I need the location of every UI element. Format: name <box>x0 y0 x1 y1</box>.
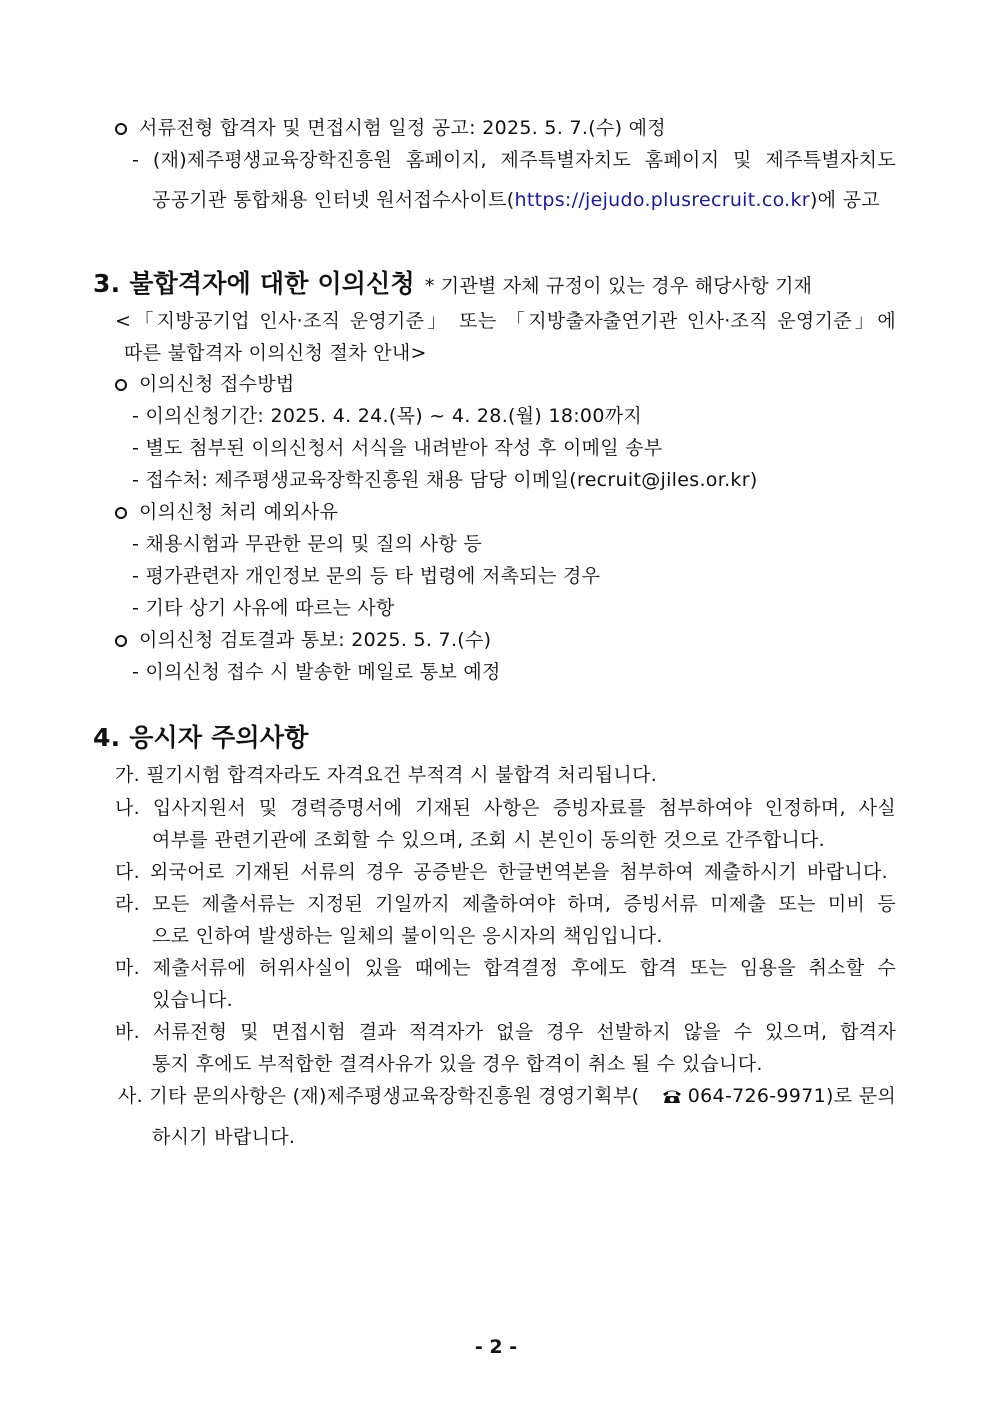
notice-item-ma-2: 있습니다. <box>152 989 233 1011</box>
announcement-line-1: - (재)제주평생교육장학진흥원 홈페이지, 제주특별자치도 홈페이지 및 제주특별자치도 <box>132 149 896 171</box>
exception-item: - 평가관련자 개인정보 문의 등 타 법령에 저촉되는 경우 <box>132 565 601 587</box>
section-3-heading <box>93 268 812 302</box>
notice-sa-suffix: )로 문의 <box>825 1085 896 1107</box>
notice-item-ba-2: 통지 후에도 부적합한 결격사유가 있을 경우 합격이 취소 될 수 있습니다. <box>152 1053 763 1075</box>
objection-method-title: 이의신청 접수방법 <box>139 373 295 395</box>
notice-sa-contact <box>662 1083 896 1109</box>
telephone-icon <box>662 1088 682 1104</box>
recruit-site-link[interactable]: https://jejudo.plusrecruit.co.kr <box>514 189 810 211</box>
notice-item-na-2: 여부를 관련기관에 조회할 수 있으며, 조회 시 본인이 동의한 것으로 간주합니다. <box>152 829 826 851</box>
notice-item-sa-2: 하시기 바랍니다. <box>152 1126 296 1148</box>
objection-email: - 접수처: 제주평생교육장학진흥원 채용 담당 이메일(recruit@jiles.or.kr) <box>132 469 758 491</box>
notice-item-ma-1: 마. 제출서류에 허위사실이 있을 때에는 합격결정 후에도 합격 또는 임용을 취소할 수 <box>115 957 896 979</box>
section-3-note: * 기관별 자체 규정이 있는 경우 해당사항 기재 <box>424 275 813 297</box>
notice-item-ba-1: 바. 서류전형 및 면접시험 결과 적격자가 없을 경우 선발하지 않을 수 있으며, 합격자 <box>115 1021 896 1043</box>
circle-bullet-icon <box>115 507 127 519</box>
announcement-prefix: 공공기관 통합채용 인터넷 원서접수사이트( <box>152 189 515 211</box>
exception-item: - 채용시험과 무관한 문의 및 질의 사항 등 <box>132 533 482 555</box>
circle-bullet-icon <box>115 379 127 391</box>
phone-number: 064-726-9971 <box>687 1085 826 1107</box>
objection-result-item: - 이의신청 접수 시 발송한 메일로 통보 예정 <box>132 661 501 683</box>
objection-exceptions-title: 이의신청 처리 예외사유 <box>139 501 339 523</box>
section-3-intro-line-2: 따른 불합격자 이의신청 절차 안내> <box>124 342 427 364</box>
objection-period: - 이의신청기간: 2025. 4. 24.(목) ~ 4. 28.(월) 18:00까지 <box>132 405 643 427</box>
objection-result-title: 이의신청 검토결과 통보: 2025. 5. 7.(수) <box>139 629 492 651</box>
exception-item: - 기타 상기 사유에 따르는 사항 <box>132 597 395 619</box>
objection-method-heading <box>115 371 295 397</box>
objection-exceptions-heading <box>115 499 338 525</box>
circle-bullet-icon <box>115 635 127 647</box>
announcement-line-2 <box>152 187 880 213</box>
section-3-intro-line-1: <「지방공기업 인사·조직 운영기준」 또는 「지방출자출연기관 인사·조직 운영기준」에 <box>115 310 896 332</box>
announcement-suffix: )에 공고 <box>809 189 880 211</box>
notice-item-sa-1 <box>118 1083 896 1109</box>
circle-bullet-icon <box>115 123 127 135</box>
notice-item-ra-1: 라. 모든 제출서류는 지정된 기일까지 제출하여야 하며, 증빙서류 미제출 또는 미비 등 <box>115 893 896 915</box>
section-4-heading: 4. 응시자 주의사항 <box>93 723 309 752</box>
notice-item-da: 다. 외국어로 기재된 서류의 경우 공증받은 한글번역본을 첨부하여 제출하시기 바랍니다. <box>115 861 888 883</box>
notice-sa-prefix: 사. 기타 문의사항은 (재)제주평생교육장학진흥원 경영기획부( <box>118 1085 640 1107</box>
notice-item-na-1: 나. 입사지원서 및 경력증명서에 기재된 사항은 증빙자료를 첨부하여야 인정하며, 사실 <box>115 797 896 819</box>
notice-item-ra-2: 으로 인하여 발생하는 일체의 불이익은 응시자의 책임입니다. <box>152 925 663 947</box>
objection-form: - 별도 첨부된 이의신청서 서식을 내려받아 작성 후 이메일 송부 <box>132 437 663 459</box>
schedule-text: 서류전형 합격자 및 면접시험 일정 공고: 2025. 5. 7.(수) 예정 <box>139 117 666 139</box>
page-number: - 2 - <box>474 1336 518 1358</box>
objection-result-heading <box>115 627 491 653</box>
schedule-bullet-line <box>115 115 666 141</box>
notice-item-ga: 가. 필기시험 합격자라도 자격요건 부적격 시 불합격 처리됩니다. <box>115 764 658 786</box>
section-3-title: 3. 불합격자에 대한 이의신청 <box>93 269 415 298</box>
